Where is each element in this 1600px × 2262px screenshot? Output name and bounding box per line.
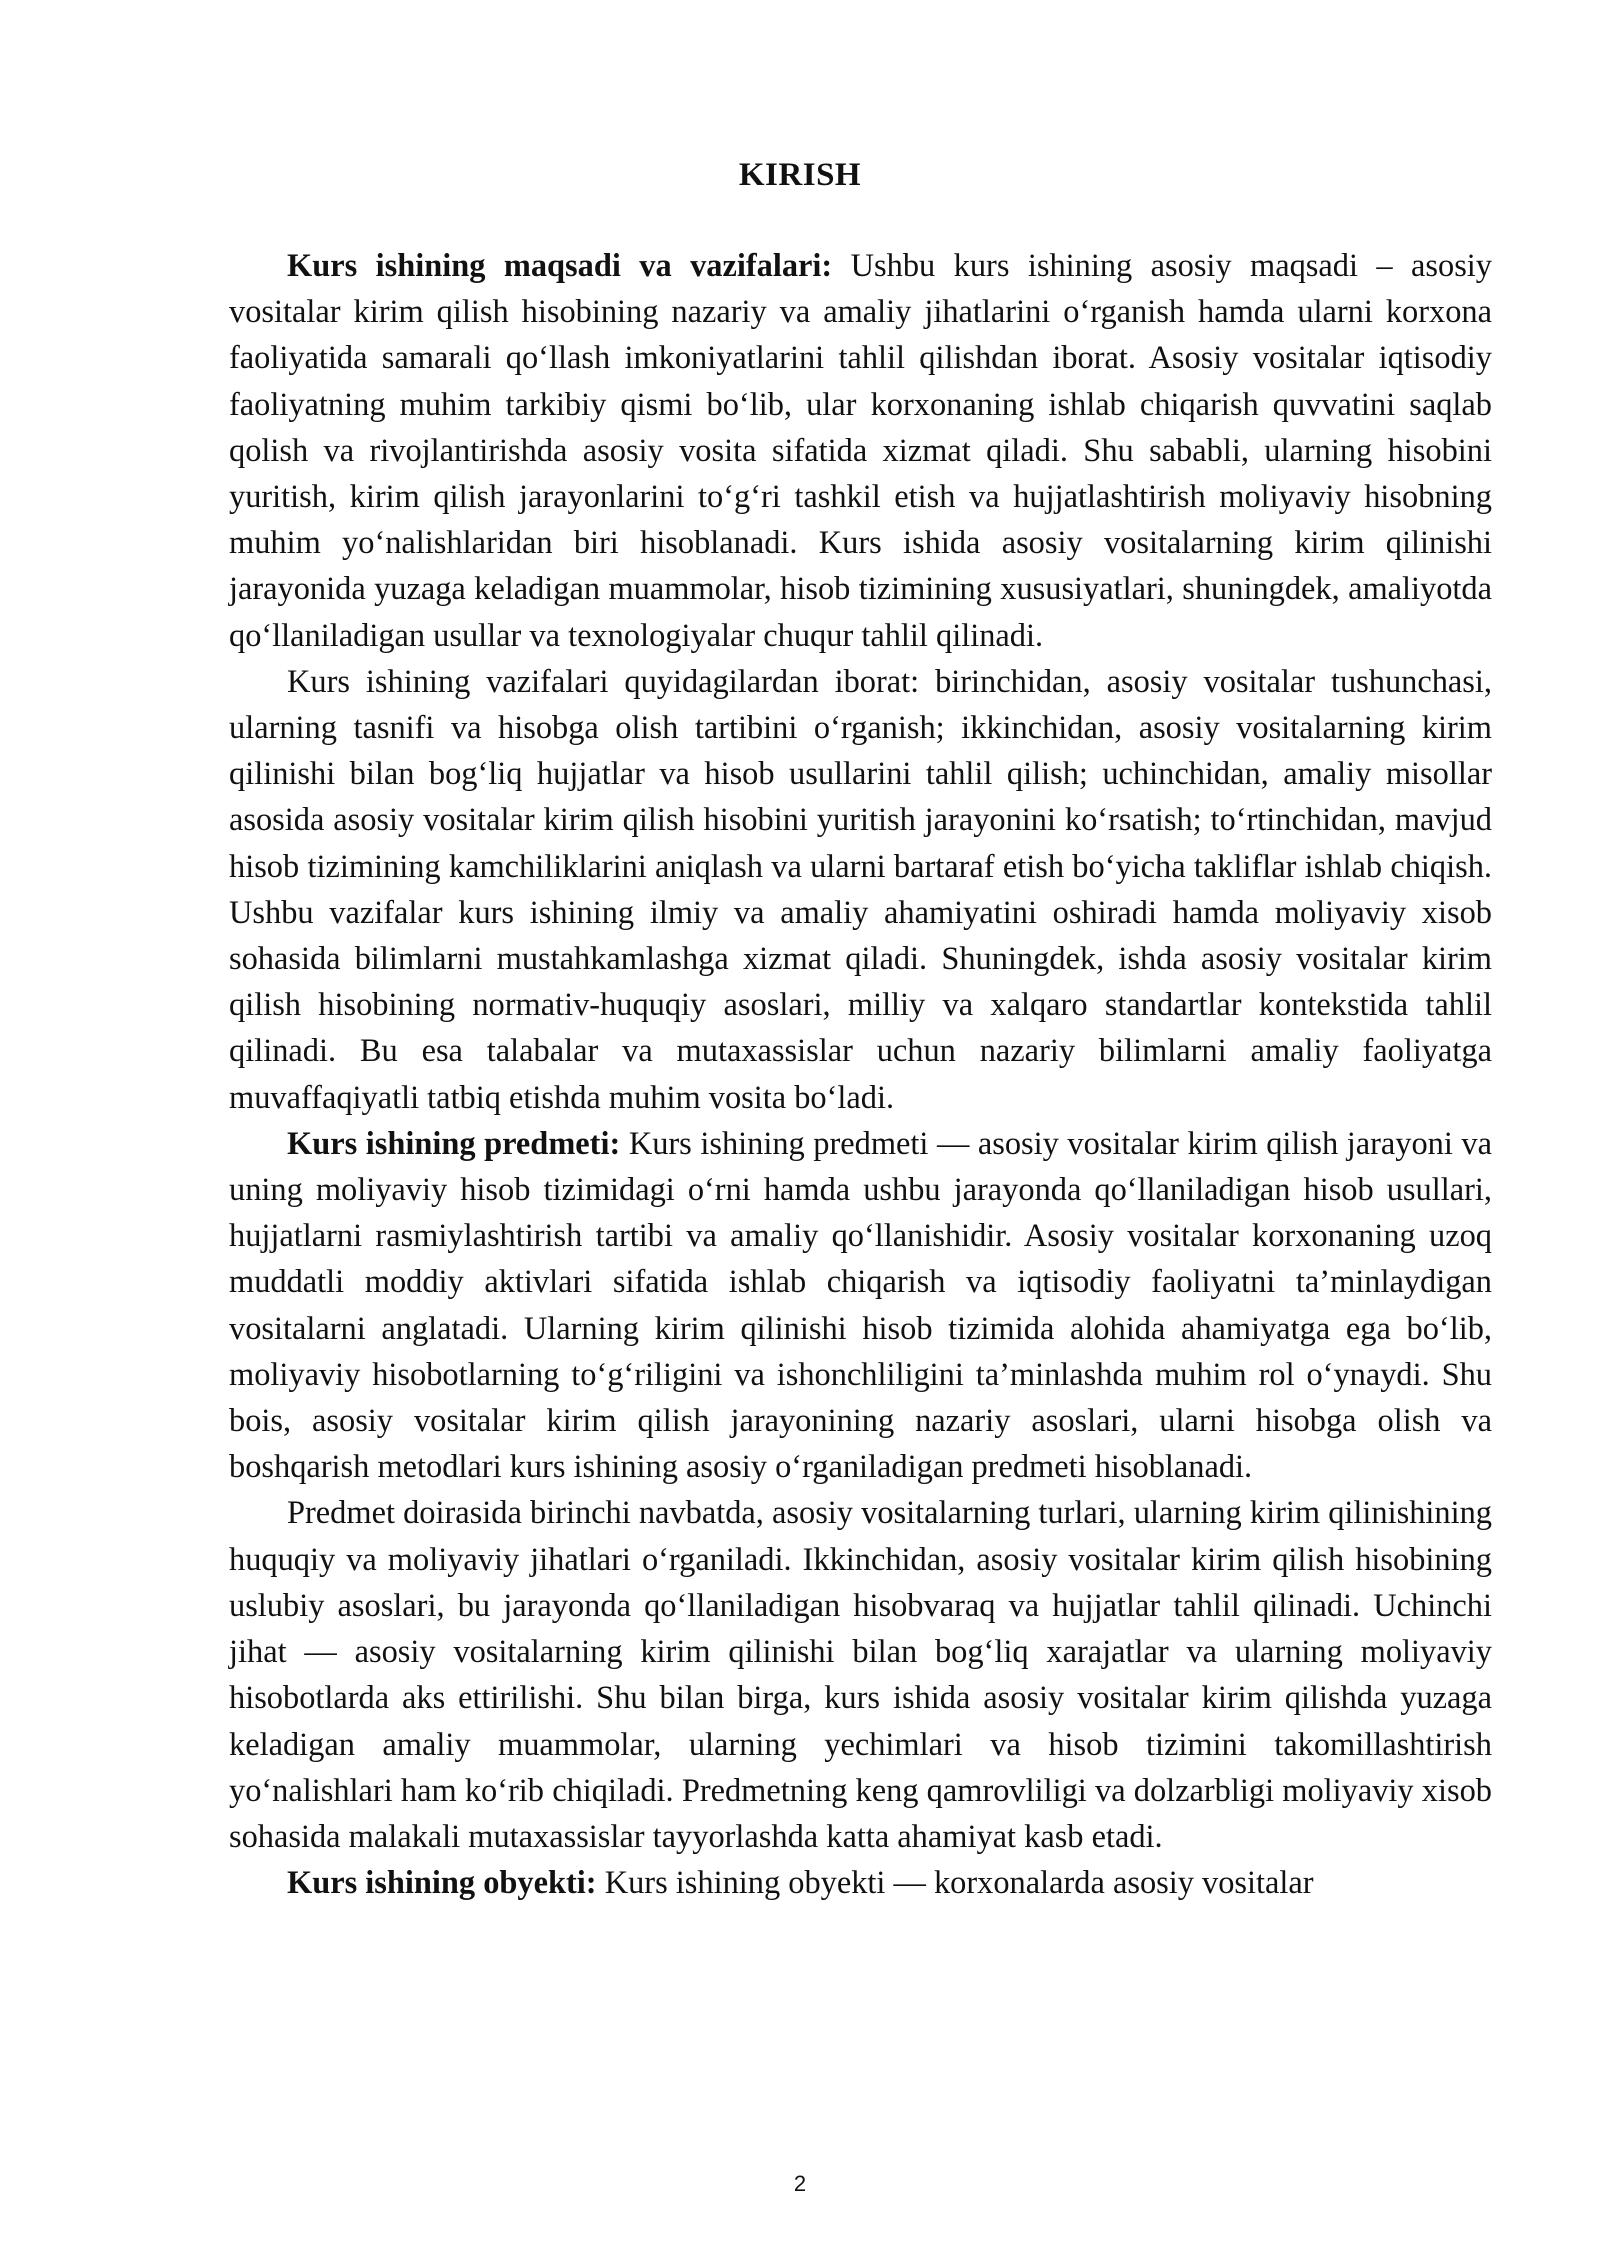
page-number: 2 bbox=[793, 2171, 807, 2196]
paragraph-text: Predmet doirasida birinchi navbatda, asosiy vositalarning turlari, ularning kirim qilinishining huquqiy va moliyaviy jihatlari o‘rganiladi. Ikkinchidan, asosiy vositalar kirim qilish hisobining uslubiy asoslari, bu jarayonda qo‘llaniladigan hisobvaraq va hujjatlar tahlil qilinadi. Uchinchi jihat — asosiy vositalarning kirim qilinishi bilan bog‘liq xarajatlar va ularning moliyaviy hisobotlarda aks ettirilishi. Shu bilan birga, kurs ishida asosiy vositalar kirim qilishda yuzaga keladigan amaliy muammolar, ularning yechimlari va hisob tizimini takomillashtirish yo‘nalishlari ham ko‘rib chiqiladi. Predmetning keng qamrovliligi va dolzarbligi moliyaviy xisob sohasida malakali mutaxassislar tayyorlashda katta ahamiyat kasb etadi. bbox=[229, 1495, 1492, 1855]
paragraph-tasks bbox=[229, 659, 1492, 1121]
paragraph-lead: Kurs ishining obyekti: bbox=[287, 1865, 597, 1902]
paragraph-subject bbox=[229, 1121, 1492, 1491]
body-text bbox=[229, 243, 1492, 1906]
paragraph-lead: Kurs ishining maqsadi va vazifalari: bbox=[287, 248, 833, 284]
paragraph-text: Kurs ishining obyekti — korxonalarda asosiy vositalar bbox=[596, 1865, 1314, 1902]
paragraph-subject-scope bbox=[229, 1490, 1492, 1860]
paragraph-text: Kurs ishining vazifalari quyidagilardan iborat: birinchidan, asosiy vositalar tushunchasi, ularning tasnifi va hisobga olish tartibini o‘rganish; ikkinchidan, asosiy vositalarning kirim qilinishi bilan bog‘liq hujjatlar va hisob usullarini tahlil qilish; uchinchidan, amaliy misollar asosida asosiy vositalar kirim qilish hisobini yuritish jarayonini ko‘rsatish; to‘rtinchidan, mavjud hisob tizimining kamchiliklarini aniqlash va ularni bartaraf etish bo‘yicha takliflar ishlab chiqish. Ushbu vazifalar kurs ishining ilmiy va amaliy ahamiyatini oshiradi hamda moliyaviy xisob sohasida bilimlarni mustahkamlashga xizmat qiladi. Shuningdek, ishda asosiy vositalar kirim qilish hisobining normativ-huquqiy asoslari, milliy va xalqaro standartlar kontekstida tahlil qilinadi. Bu esa talabalar va mutaxassislar uchun nazariy bilimlarni amaliy faoliyatga muvaffaqiyatli tatbiq etishda muhim vosita bo‘ladi. bbox=[229, 663, 1492, 1116]
paragraph-lead: Kurs ishining predmeti: bbox=[287, 1125, 621, 1162]
paragraph-goals bbox=[229, 243, 1492, 659]
paragraph-text: Ushbu kurs ishining asosiy maqsadi – asosiy vositalar kirim qilish hisobining nazariy va amaliy jihatlarini o‘rganish hamda ularni korxona faoliyatida samarali qo‘llash imkoniyatlarini tahlil qilishdan iborat. Asosiy vositalar iqtisodiy faoliyatning muhim tarkibiy qismi bo‘lib, ular korxonaning ishlab chiqarish quvvatini saqlab qolish va rivojlantirishda asosiy vosita sifatida xizmat qiladi. Shu sababli, ularning hisobini yuritish, kirim qilish jarayonlarini to‘g‘ri tashkil etish va hujjatlashtirish moliyaviy hisobning muhim yo‘nalishlaridan biri hisoblanadi. Kurs ishida asosiy vositalarning kirim qilinishi jarayonida yuzaga keladigan muammolar, hisob tizimining xususiyatlari, shuningdek, amaliyotda qo‘llaniladigan usullar va texnologiyalar chuqur tahlil qilinadi. bbox=[229, 248, 1492, 654]
page-title: KIRISH bbox=[738, 157, 862, 193]
paragraph-object bbox=[229, 1860, 1492, 1906]
paragraph-text: Kurs ishining predmeti — asosiy vositalar kirim qilish jarayoni va uning moliyaviy hisob tizimidagi o‘rni hamda ushbu jarayonda qo‘llaniladigan hisob usullari, hujjatlarni rasmiylashtirish tartibi va amaliy qo‘llanishidir. Asosiy vositalar korxonaning uzoq muddatli moddiy aktivlari sifatida ishlab chiqarish va iqtisodiy faoliyatni ta’minlaydigan vositalarni anglatadi. Ularning kirim qilinishi hisob tizimida alohida ahamiyatga ega bo‘lib, moliyaviy hisobotlarning to‘g‘riligini va ishonchliligini ta’minlashda muhim rol o‘ynaydi. Shu bois, asosiy vositalar kirim qilish jarayonining nazariy asoslari, ularni hisobga olish va boshqarish metodlari kurs ishining asosiy o‘rganiladigan predmeti hisoblanadi. bbox=[229, 1125, 1492, 1486]
